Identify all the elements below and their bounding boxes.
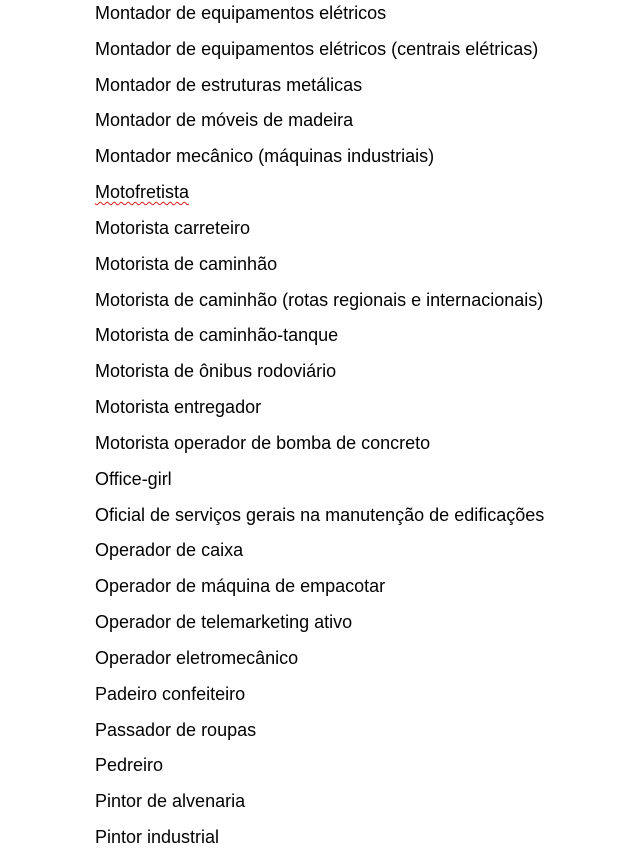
list-item-text: Motorista operador de bomba de concreto [95, 432, 431, 453]
list-item-text: Montador de equipamentos elétricos [95, 3, 387, 23]
list-item [95, 283, 544, 319]
list-item [95, 677, 544, 713]
list-item [95, 569, 544, 605]
list-item-text: Montador de estruturas metálicas [95, 74, 363, 95]
list-item-text: Office-girl [95, 468, 172, 489]
list-item [95, 533, 544, 569]
list-item [95, 390, 544, 426]
list-item [95, 32, 544, 68]
list-item [95, 748, 544, 784]
list-item [95, 462, 544, 498]
list-item [95, 713, 544, 749]
list-item-text: Padeiro confeiteiro [95, 683, 246, 704]
list-item [95, 68, 544, 104]
list-item-text: Pintor de alvenaria [95, 791, 246, 812]
list-item-text: Motorista de caminhão (rotas regionais e internacionais) [95, 289, 544, 310]
list-item-text: Motorista de caminhão-tanque [95, 325, 339, 346]
list-item-text: Motorista carreteiro [95, 217, 251, 238]
list-item-text: Operador eletromecânico [95, 647, 299, 668]
list-item [95, 0, 544, 32]
list-item [95, 426, 544, 462]
list-item-text: Operador de máquina de empacotar [95, 576, 386, 597]
list-item [95, 103, 544, 139]
list-item [95, 784, 544, 820]
list-item-text: Montador de equipamentos elétricos (centrais elétricas) [95, 38, 539, 59]
list-item-text: Passador de roupas [95, 719, 257, 740]
list-item-text: Operador de caixa [95, 540, 244, 561]
list-item-text: Pintor industrial [95, 827, 220, 848]
list-item-text: Motorista de caminhão [95, 253, 278, 274]
list-item [95, 318, 544, 354]
list-item-text: Motorista de ônibus rodoviário [95, 361, 337, 382]
list-item [95, 139, 544, 175]
list-item [95, 605, 544, 641]
list-item [95, 175, 544, 211]
list-item-text: Montador mecânico (máquinas industriais) [95, 146, 435, 167]
list-item [95, 498, 544, 534]
list-item [95, 211, 544, 247]
list-item [95, 247, 544, 283]
list-item-text: Pedreiro [95, 755, 164, 776]
list-item-text: Motorista entregador [95, 397, 262, 418]
list-item [95, 641, 544, 677]
misspelled-word: Motofretista [95, 182, 190, 203]
list-item [95, 820, 544, 856]
list-item-text: Montador de móveis de madeira [95, 110, 354, 131]
list-item-text: Oficial de serviços gerais na manutenção de edificações [95, 504, 545, 525]
list-item-text: Operador de telemarketing ativo [95, 612, 353, 633]
list-item [95, 354, 544, 390]
job-title-list [95, 0, 544, 856]
